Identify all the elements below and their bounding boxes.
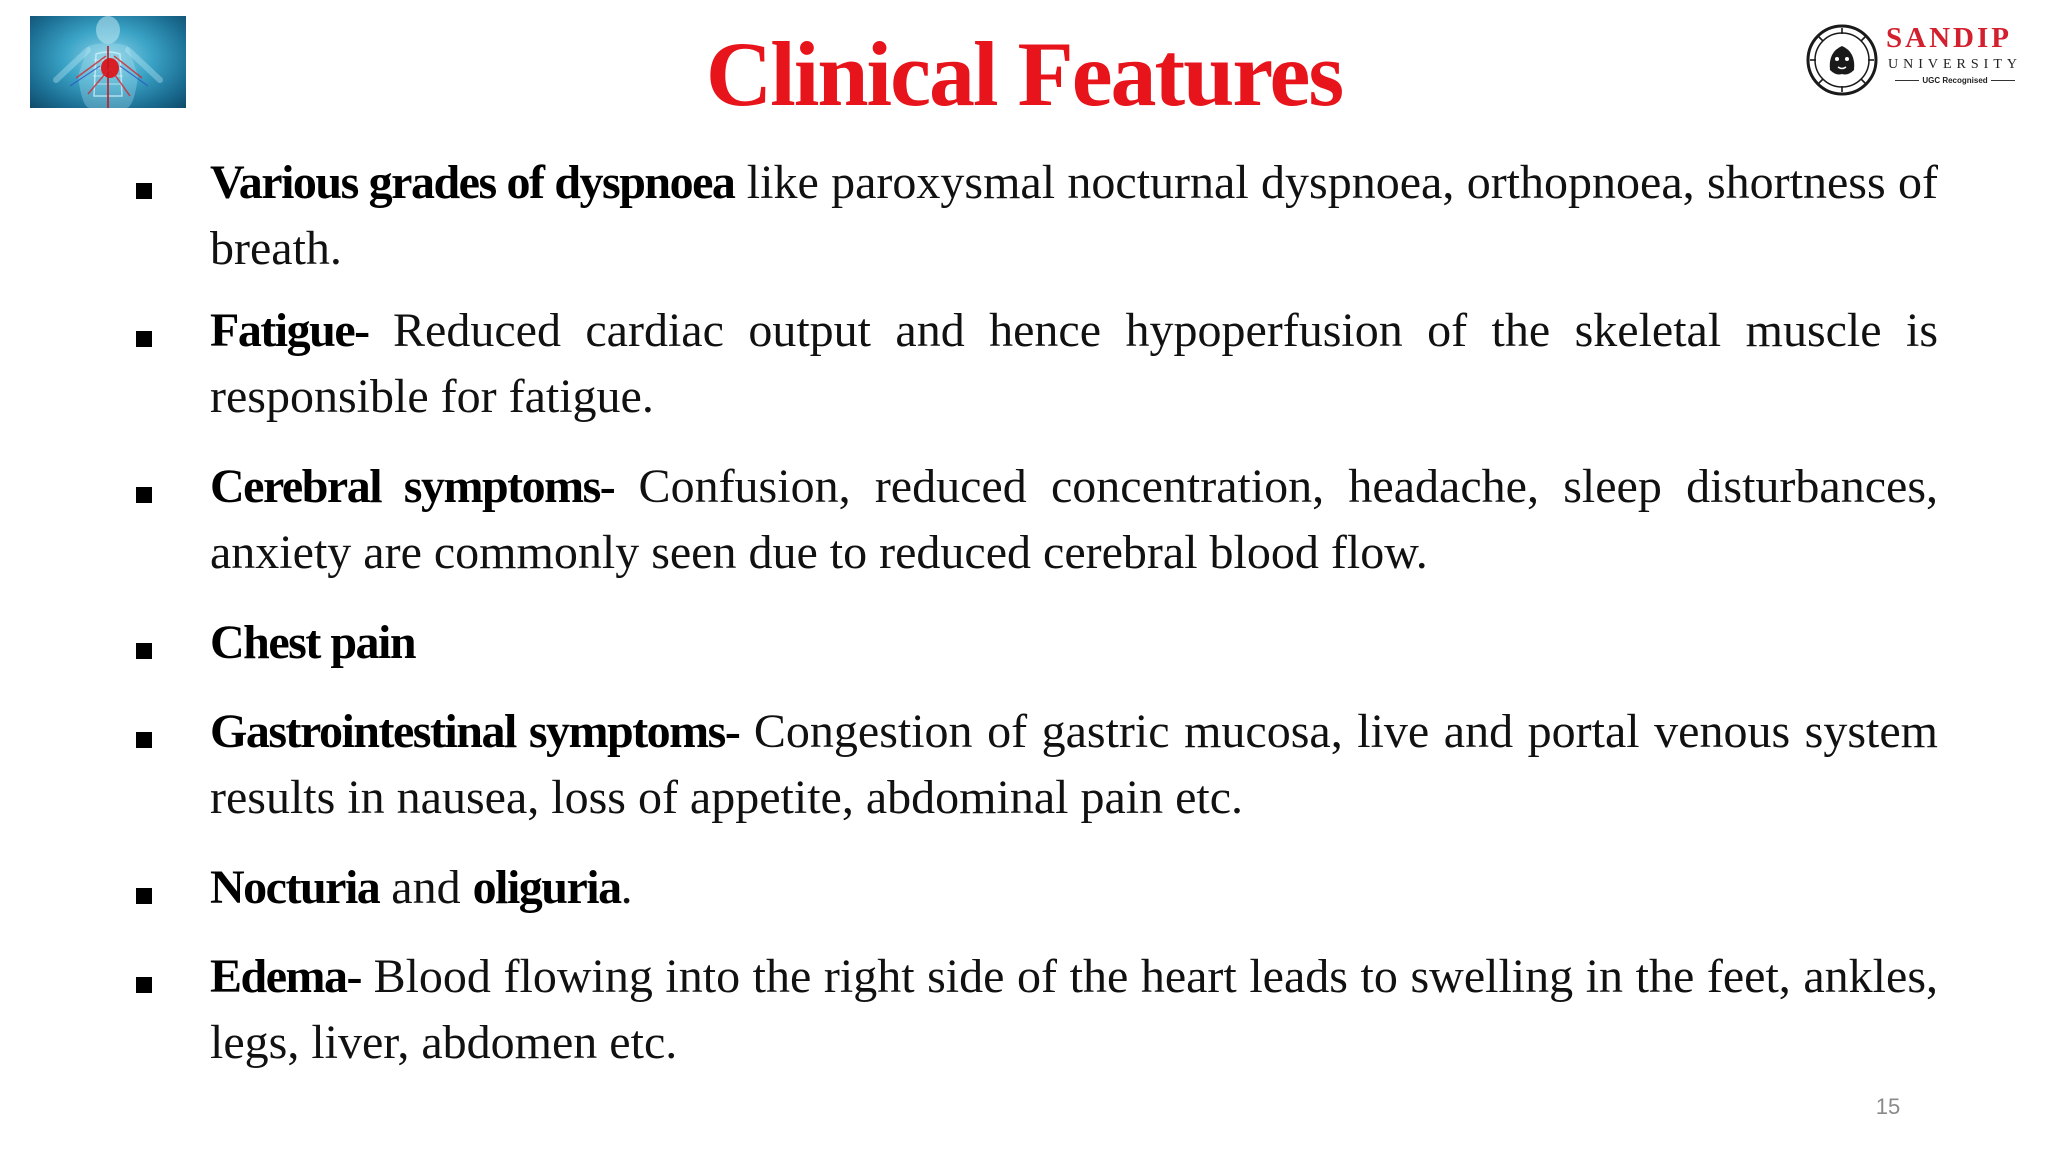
bullet-keyword: oliguria bbox=[472, 861, 621, 914]
bullet-text bbox=[210, 699, 1938, 831]
bullet-body: Blood flowing into the right side of the heart leads to swelling in the feet, ankles, legs, liver, abdomen etc. bbox=[210, 950, 1938, 1069]
bullet-text bbox=[210, 150, 1938, 282]
logo-tagline: UGC Recognised bbox=[1886, 77, 2024, 85]
bullet-body: Reduced cardiac output and hence hypoperfusion of the skeletal muscle is responsible for fatigue. bbox=[210, 304, 1938, 423]
bullet-body: . bbox=[620, 861, 633, 914]
square-bullet-icon bbox=[136, 888, 152, 904]
bullet-keyword: Edema- bbox=[210, 950, 361, 1003]
bullet-keyword: Fatigue- bbox=[210, 304, 369, 357]
square-bullet-icon bbox=[136, 331, 152, 347]
bullet-text bbox=[210, 454, 1938, 586]
slide-title: Clinical Features bbox=[705, 23, 1343, 125]
bullet-body: and bbox=[379, 861, 473, 914]
bullet-text bbox=[210, 298, 1938, 430]
logo-subtitle: UNIVERSITY bbox=[1888, 57, 2022, 72]
bullet-keyword: Nocturia bbox=[210, 861, 380, 914]
square-bullet-icon bbox=[136, 977, 152, 993]
university-logo bbox=[1806, 24, 2032, 104]
logo-name: SANDIP bbox=[1886, 22, 2012, 54]
bullet-keyword: Various grades of dyspnoea bbox=[210, 156, 735, 209]
square-bullet-icon bbox=[136, 487, 152, 503]
bullet-text bbox=[210, 855, 1938, 921]
bullet-body: like paroxysmal nocturnal dyspnoea, orthopnoea, shortness of breath. bbox=[210, 156, 1938, 275]
square-bullet-icon bbox=[136, 732, 152, 748]
bullet-text bbox=[210, 944, 1938, 1076]
page-number: 15 bbox=[1875, 1094, 1901, 1119]
bullet-keyword: Gastrointestinal symptoms- bbox=[210, 705, 740, 758]
bullet-keyword: Cerebral symptoms- bbox=[210, 460, 615, 513]
bullet-body: Confusion, reduced concentration, headache, sleep disturbances, anxiety are commonly seen due to reduced cerebral blood flow. bbox=[210, 460, 1938, 579]
lion-seal-icon bbox=[1806, 24, 1878, 96]
bullet-text bbox=[210, 610, 1938, 676]
square-bullet-icon bbox=[136, 643, 152, 659]
bullet-keyword: Chest pain bbox=[210, 616, 416, 669]
square-bullet-icon bbox=[136, 183, 152, 199]
bullet-body: Congestion of gastric mucosa, live and portal venous system results in nausea, loss of appetite, abdominal pain etc. bbox=[210, 705, 1938, 824]
